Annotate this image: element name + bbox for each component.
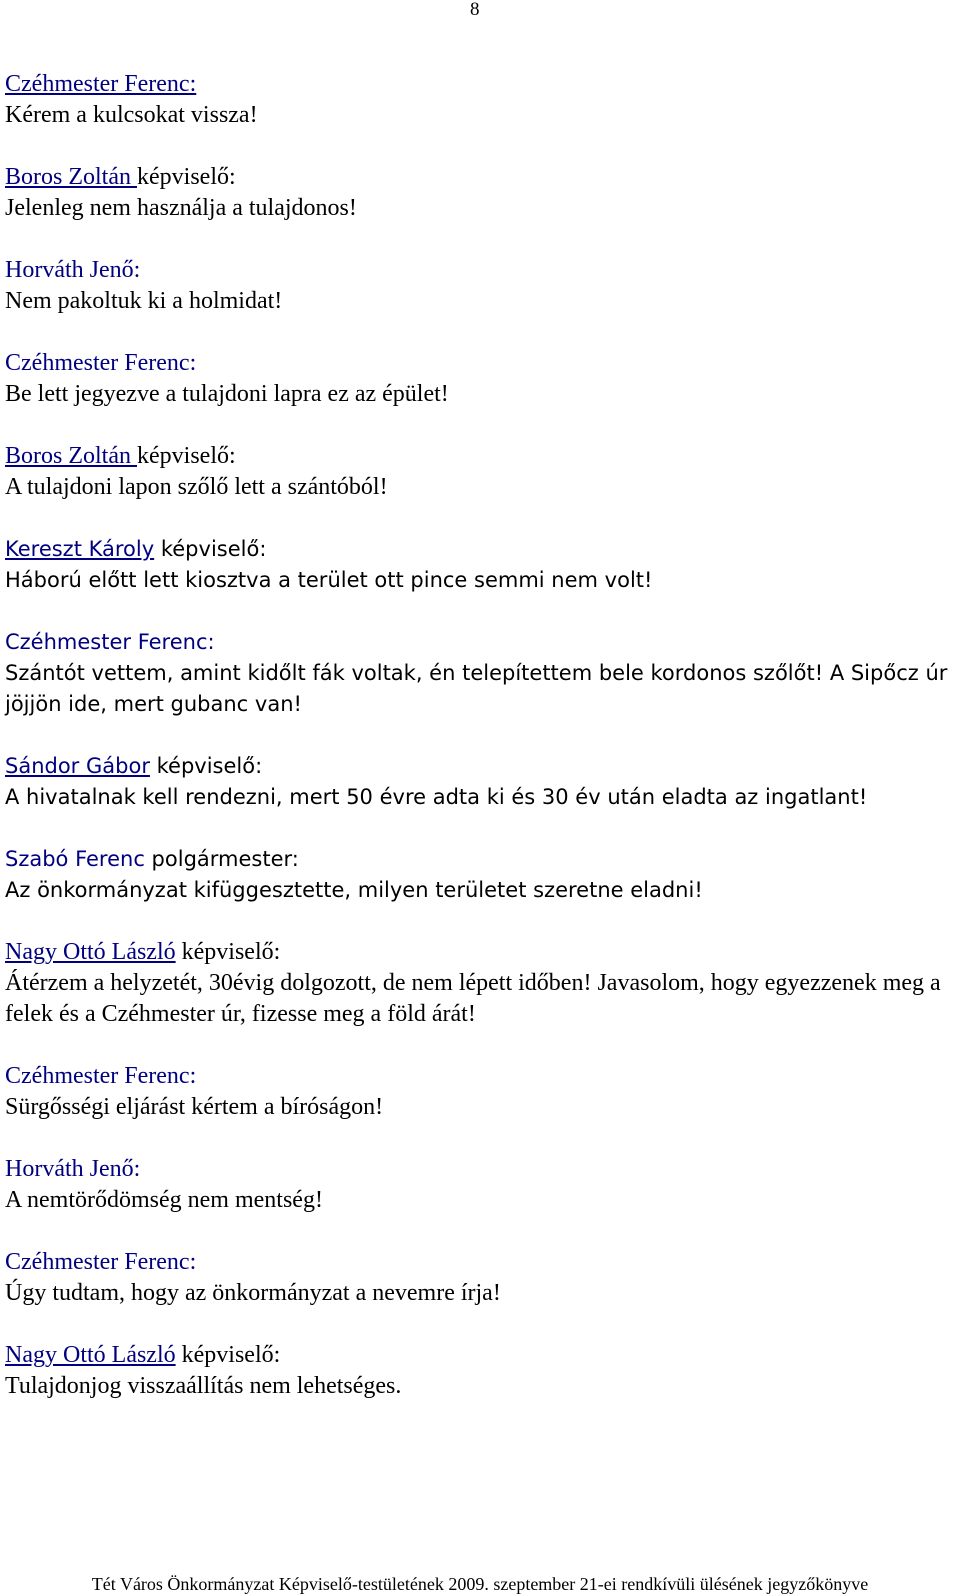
speaker-name: Czéhmester Ferenc: — [5, 71, 197, 97]
transcript-entry — [5, 255, 955, 317]
speaker-name: Boros Zoltán — [5, 164, 137, 190]
speaker-line — [5, 441, 955, 472]
transcript-entry — [5, 937, 955, 1030]
speaker-line — [5, 534, 955, 565]
speaker-name: Boros Zoltán — [5, 443, 137, 469]
speaker-role: képviselő: — [137, 443, 236, 469]
statement-text: Átérzem a helyzetét, 30évig dolgozott, de nem lépett időben! Javasolom, hogy egyezzenek meg a felek és a Czéhmester úr, fizesse meg a föld árát! — [5, 970, 941, 1027]
statement-text: Háború előtt lett kiosztva a terület ott pince semmi nem volt! — [5, 568, 653, 592]
transcript-entry — [5, 69, 955, 131]
speaker-role: képviselő: — [175, 1342, 281, 1368]
speaker-name: Horváth Jenő: — [5, 257, 141, 283]
speaker-line — [5, 844, 955, 875]
transcript-entry — [5, 162, 955, 224]
speaker-role: képviselő: — [137, 164, 236, 190]
speaker-name: Nagy Ottó László — [5, 939, 176, 965]
transcript-entry — [5, 751, 955, 813]
statement-text: A hivatalnak kell rendezni, mert 50 évre adta ki és 30 év után eladta az ingatlant! — [5, 785, 868, 809]
statement-text: Kérem a kulcsokat vissza! — [5, 102, 258, 128]
transcript-entry — [5, 1061, 955, 1123]
speaker-name: Nagy Ottó László — [5, 1342, 176, 1368]
speaker-name: Czéhmester Ferenc: — [5, 1063, 197, 1089]
transcript-entry — [5, 348, 955, 410]
page-number: 8 — [470, 0, 480, 20]
statement-text: Jelenleg nem használja a tulajdonos! — [5, 195, 357, 221]
transcript-entry — [5, 844, 955, 906]
statement-text: Be lett jegyezve a tulajdoni lapra ez az épület! — [5, 381, 449, 407]
speaker-name: Kereszt Károly — [5, 537, 155, 561]
speaker-line — [5, 255, 955, 286]
transcript-entry — [5, 534, 955, 596]
transcript-entry — [5, 1154, 955, 1216]
speaker-name: Horváth Jenő: — [5, 1156, 141, 1182]
statement-text: Szántót vettem, amint kidőlt fák voltak, én telepítettem bele kordonos szőlőt! A Sipőcz úr jöjjön ide, mert gubanc van! — [5, 661, 948, 716]
statement-text: Az önkormányzat kifüggesztette, milyen területet szeretne eladni! — [5, 878, 703, 902]
transcript-entry — [5, 1340, 955, 1402]
speaker-name: Sándor Gábor — [5, 754, 150, 778]
statement-text: Nem pakoltuk ki a holmidat! — [5, 288, 283, 314]
speaker-name: Szabó Ferenc — [5, 847, 145, 871]
speaker-line — [5, 1340, 955, 1371]
speaker-line — [5, 69, 955, 100]
statement-text: Tulajdonjog visszaállítás nem lehetséges. — [5, 1373, 402, 1399]
page-footer: Tét Város Önkormányzat Képviselő-testületének 2009. szeptember 21-ei rendkívüli ülésének jegyzőkönyve — [91, 1574, 869, 1594]
statement-text: Sürgősségi eljárást kértem a bíróságon! — [5, 1094, 384, 1120]
statement-text: A tulajdoni lapon szőlő lett a szántóból! — [5, 474, 388, 500]
speaker-role: polgármester: — [144, 847, 299, 871]
speaker-line — [5, 348, 955, 379]
statement-text: A nemtörődömség nem mentség! — [5, 1187, 323, 1213]
speaker-line — [5, 1154, 955, 1185]
speaker-name: Czéhmester Ferenc: — [5, 1249, 197, 1275]
speaker-line — [5, 751, 955, 782]
speaker-line — [5, 627, 955, 658]
statement-text: Úgy tudtam, hogy az önkormányzat a nevemre írja! — [5, 1280, 501, 1306]
speaker-line — [5, 1061, 955, 1092]
transcript-entry — [5, 441, 955, 503]
speaker-name: Czéhmester Ferenc: — [5, 350, 197, 376]
speaker-line — [5, 162, 955, 193]
speaker-line — [5, 1247, 955, 1278]
speaker-role: képviselő: — [154, 537, 267, 561]
speaker-role: képviselő: — [175, 939, 281, 965]
transcript-entry — [5, 627, 955, 720]
speaker-role: képviselő: — [149, 754, 263, 778]
speaker-line — [5, 937, 955, 968]
transcript-entry — [5, 1247, 955, 1309]
speaker-name: Czéhmester Ferenc: — [5, 630, 215, 654]
transcript — [5, 69, 955, 1433]
